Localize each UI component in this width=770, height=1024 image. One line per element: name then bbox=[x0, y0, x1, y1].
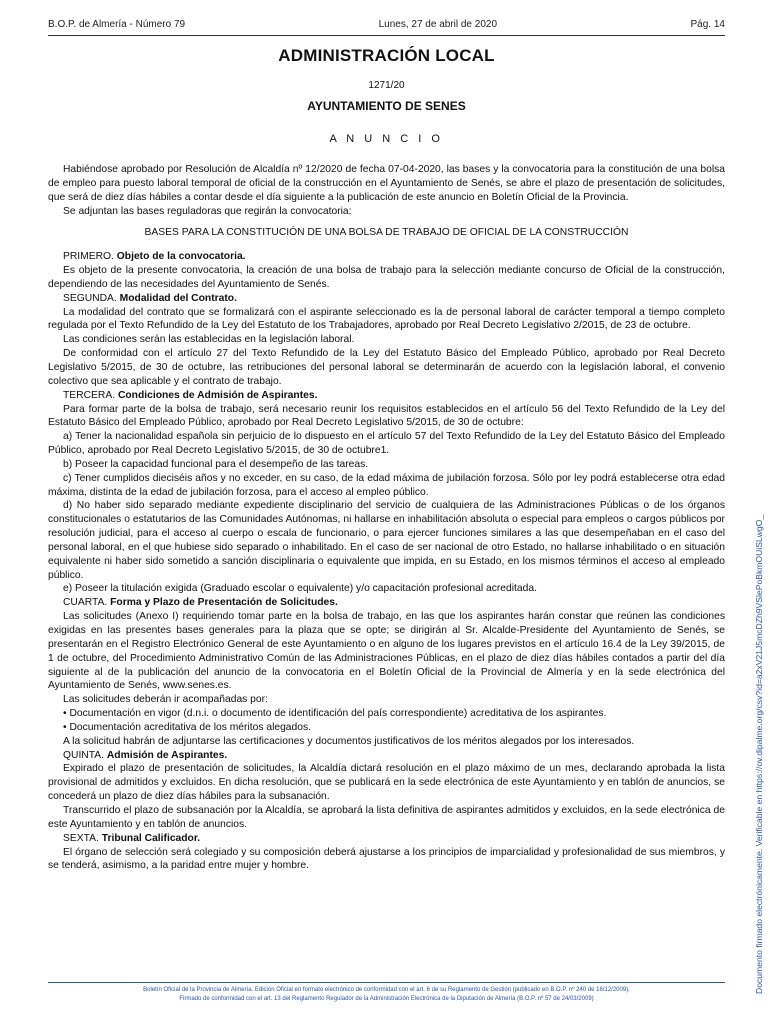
page-number: Pág. 14 bbox=[690, 19, 725, 30]
section-heading bbox=[48, 250, 725, 264]
header-divider bbox=[48, 35, 725, 36]
page-header bbox=[48, 19, 725, 30]
footer-line-2: Firmado de conformidad con el art. 13 del Reglamento Regulador de la Administración Electrónica de la Diputación de Almería (B.O.P. nº 57 de 24/03/2009) bbox=[179, 996, 594, 1002]
bullet-item: • Documentación acreditativa de los méritos alegados. bbox=[63, 721, 312, 733]
section-label: PRIMERO. bbox=[63, 251, 114, 263]
bulletin-number: B.O.P. de Almería - Número 79 bbox=[48, 19, 186, 30]
paragraph: A la solicitud habrán de adjuntarse las certificaciones y documentos justificativos de los méritos alegados por los interesados. bbox=[63, 735, 635, 747]
paragraph: Transcurrido el plazo de subsanación por la Alcaldía, se aprobará la lista definitiva de aspirantes admitidos y excluidos, en la sede electrónica de este Ayuntamiento y en tablón de anuncios. bbox=[48, 804, 725, 830]
section-heading bbox=[48, 596, 725, 610]
section-title-text: Tribunal Calificador. bbox=[101, 832, 201, 844]
section-title: ADMINISTRACIÓN LOCAL bbox=[278, 46, 495, 65]
paragraph: Es objeto de la presente convocatoria, la creación de una bolsa de trabajo para la selección mediante concurso de Oficial de la construcción, dependiendo de las necesidades del Ayuntamiento de Senés. bbox=[48, 265, 725, 290]
section-title-text: Forma y Plazo de Presentación de Solicitudes. bbox=[110, 597, 338, 609]
page-footer bbox=[48, 986, 725, 1004]
publication-date: Lunes, 27 de abril de 2020 bbox=[378, 19, 498, 30]
bases-title: BASES PARA LA CONSTITUCIÓN DE UNA BOLSA DE TRABAJO DE OFICIAL DE LA CONSTRUCCIÓN bbox=[144, 227, 629, 239]
paragraph: Las solicitudes (Anexo I) requiriendo tomar parte en la bolsa de trabajo, en las que los aspirantes harán constar que reúnen las condiciones exigidas en las presentes bases generales para la plaza que se opte; se dirigirán al Sr. Alcalde-Presidente del Ayuntamiento de Senés, se presentarán en el Registro Electrónico General de este Ayuntamiento o en alguno de los lugares previstos en el artículo 16.4 de la Ley 39/2015, de 1 de octubre, del Procedimiento Administrativo Común de las Administraciones Públicas, en el plazo de diez días hábiles contados a partir del día siguiente al de la publicación del anuncio de la convocatoria en el Boletín Oficial de la Provincial de Almería y en la sede electrónica del Ayuntamiento de Senés, www.senes.es. bbox=[48, 611, 725, 692]
paragraph: Expirado el plazo de presentación de solicitudes, la Alcaldía dictará resolución en el plazo máximo de un mes, declarando aprobada la lista provisional de admitidos y excluidos. En dicha resolución, que se publicará en la sede electrónica de este Ayuntamiento y en tablón de anuncios, se concederá un plazo de diez días hábiles para la subsanación. bbox=[48, 763, 725, 803]
requirement-item: b) Poseer la capacidad funcional para el desempeño de las tareas. bbox=[63, 458, 369, 470]
announcement-heading: A N U N C I O bbox=[329, 133, 444, 145]
requirement-item: a) Tener la nacionalidad española sin perjuicio de lo dispuesto en el artículo 57 del Texto Refundido de la Ley del Estatuto Básico del Empleado Público, aprobado por Real Decreto Legislativo 5/2015, de 30 de octubre1. bbox=[48, 431, 725, 457]
paragraph: La modalidad del contrato que se formalizará con el aspirante seleccionado es la de personal laboral de carácter temporal a tiempo completo regulada por el Texto Refundido de la Ley del Estatuto de los Trabajadores, aprobado por Real Decreto Legislativo 2/2015, de 23 de octubre. bbox=[48, 306, 725, 332]
footer-divider bbox=[48, 982, 725, 983]
requirement-item: e) Poseer la titulación exigida (Graduado escolar o equivalente) y/o capacitación profesional acreditada. bbox=[63, 583, 537, 595]
section-label: CUARTA. bbox=[63, 597, 108, 609]
section-heading bbox=[48, 832, 725, 846]
section-heading bbox=[48, 389, 725, 403]
verification-text: Documento firmado electrónicamente. Verificable en https://ov.dipalme.org/csv?id=a2xV21J5mcDZh9VSlePoBkmOUiSLwgO_ bbox=[754, 514, 764, 994]
verification-note bbox=[754, 514, 764, 1004]
paragraph: El órgano de selección será colegiado y su composición deberá ajustarse a los principios de imparcialidad y profesionalidad de sus miembros, y se tenderá, asimismo, a la paridad entre mujer y hombre. bbox=[48, 846, 725, 872]
paragraph: Para formar parte de la bolsa de trabajo, será necesario reunir los requisitos establecidos en el artículo 56 del Texto Refundido de la Ley del Estatuto Básico del Empleado Público, aprobado por Real Decreto Legislativo 5/2015, de 30 de octubre: bbox=[48, 403, 725, 429]
requirement-item: d) No haber sido separado mediante expediente disciplinario del servicio de cualquiera de las Administraciones Públicas o de los órganos constitucionales o estatutarios de las Comunidades Autónomas, ni hallarse en inhabilitación absoluta o especial para empleos o cargos públicos por resolución judicial, para el acceso al cuerpo o escala de funcionario, o para ejercer funciones similares a las que desempeñaban en el caso del personal laboral, en el que hubiese sido separado o inhabilitado. En el caso de ser nacional de otro Estado, no hallarse inhabilitado o en situación equivalente ni haber sido sometido a sanción disciplinaria o equivalente que impida, en su Estado, en los mismos términos el acceso al empleado público. bbox=[48, 500, 725, 581]
section-title-text: Condiciones de Admisión de Aspirantes. bbox=[117, 389, 318, 401]
entity-name: AYUNTAMIENTO DE SENES bbox=[307, 99, 466, 113]
document-body bbox=[48, 163, 725, 873]
intro-paragraph: Se adjuntan las bases reguladoras que regirán la convocatoria: bbox=[63, 205, 352, 217]
intro-paragraph: Habiéndose aprobado por Resolución de Alcaldía nº 12/2020 de fecha 07-04-2020, las bases y la convocatoria para la constitución de una bolsa de empleo para puesto laboral temporal de oficial de la construcción en el Ayuntamiento de Senés, se abre el plazo de presentación de solicitudes, que será de diez días hábiles a contar desde el día siguiente a la publicación de este anuncio en Boletín Oficial de la Provincia. bbox=[48, 164, 725, 203]
section-label: TERCERA. bbox=[63, 389, 116, 401]
paragraph: Las solicitudes deberán ir acompañadas por: bbox=[63, 694, 268, 706]
section-title-text: Modalidad del Contrato. bbox=[119, 292, 237, 304]
section-heading bbox=[48, 292, 725, 306]
section-title-text: Admisión de Aspirantes. bbox=[106, 749, 228, 761]
requirement-item: c) Tener cumplidos dieciséis años y no exceder, en su caso, de la edad máxima de jubilación forzosa. Sólo por ley podrá establecerse otra edad máxima, distinta de la edad de jubilación forzosa, para el acceso al empleo público. bbox=[48, 472, 725, 498]
paragraph: De conformidad con el artículo 27 del Texto Refundido de la Ley del Estatuto Básico del Empleado Público, aprobado por Real Decreto Legislativo 5/2015, de 30 de octubre, las retribuciones del personal laboral se determinarán de acuerdo con la legislación laboral, el convenio colectivo que sea aplicable y el contrato de trabajo. bbox=[48, 348, 725, 387]
section-label: SEXTA. bbox=[63, 832, 99, 844]
section-heading bbox=[48, 749, 725, 763]
bullet-item: • Documentación en vigor (d.n.i. o documento de identificación del país correspondiente) acreditativa de los aspirantes. bbox=[63, 708, 607, 720]
footer-line-1: Boletín Oficial de la Provincia de Almería. Edición Oficial en formato electrónico de conformidad con el art. 6 de su Reglamento de Gestión (publicado en B.O.P. nº 240 de 16/12/2009). bbox=[143, 987, 630, 993]
announcement-reference: 1271/20 bbox=[368, 80, 405, 91]
section-title-text: Objeto de la convocatoria. bbox=[116, 251, 246, 263]
paragraph: Las condiciones serán las establecidas en la legislación laboral. bbox=[63, 334, 355, 346]
section-label: QUINTA. bbox=[63, 749, 104, 761]
section-label: SEGUNDA. bbox=[63, 292, 117, 304]
